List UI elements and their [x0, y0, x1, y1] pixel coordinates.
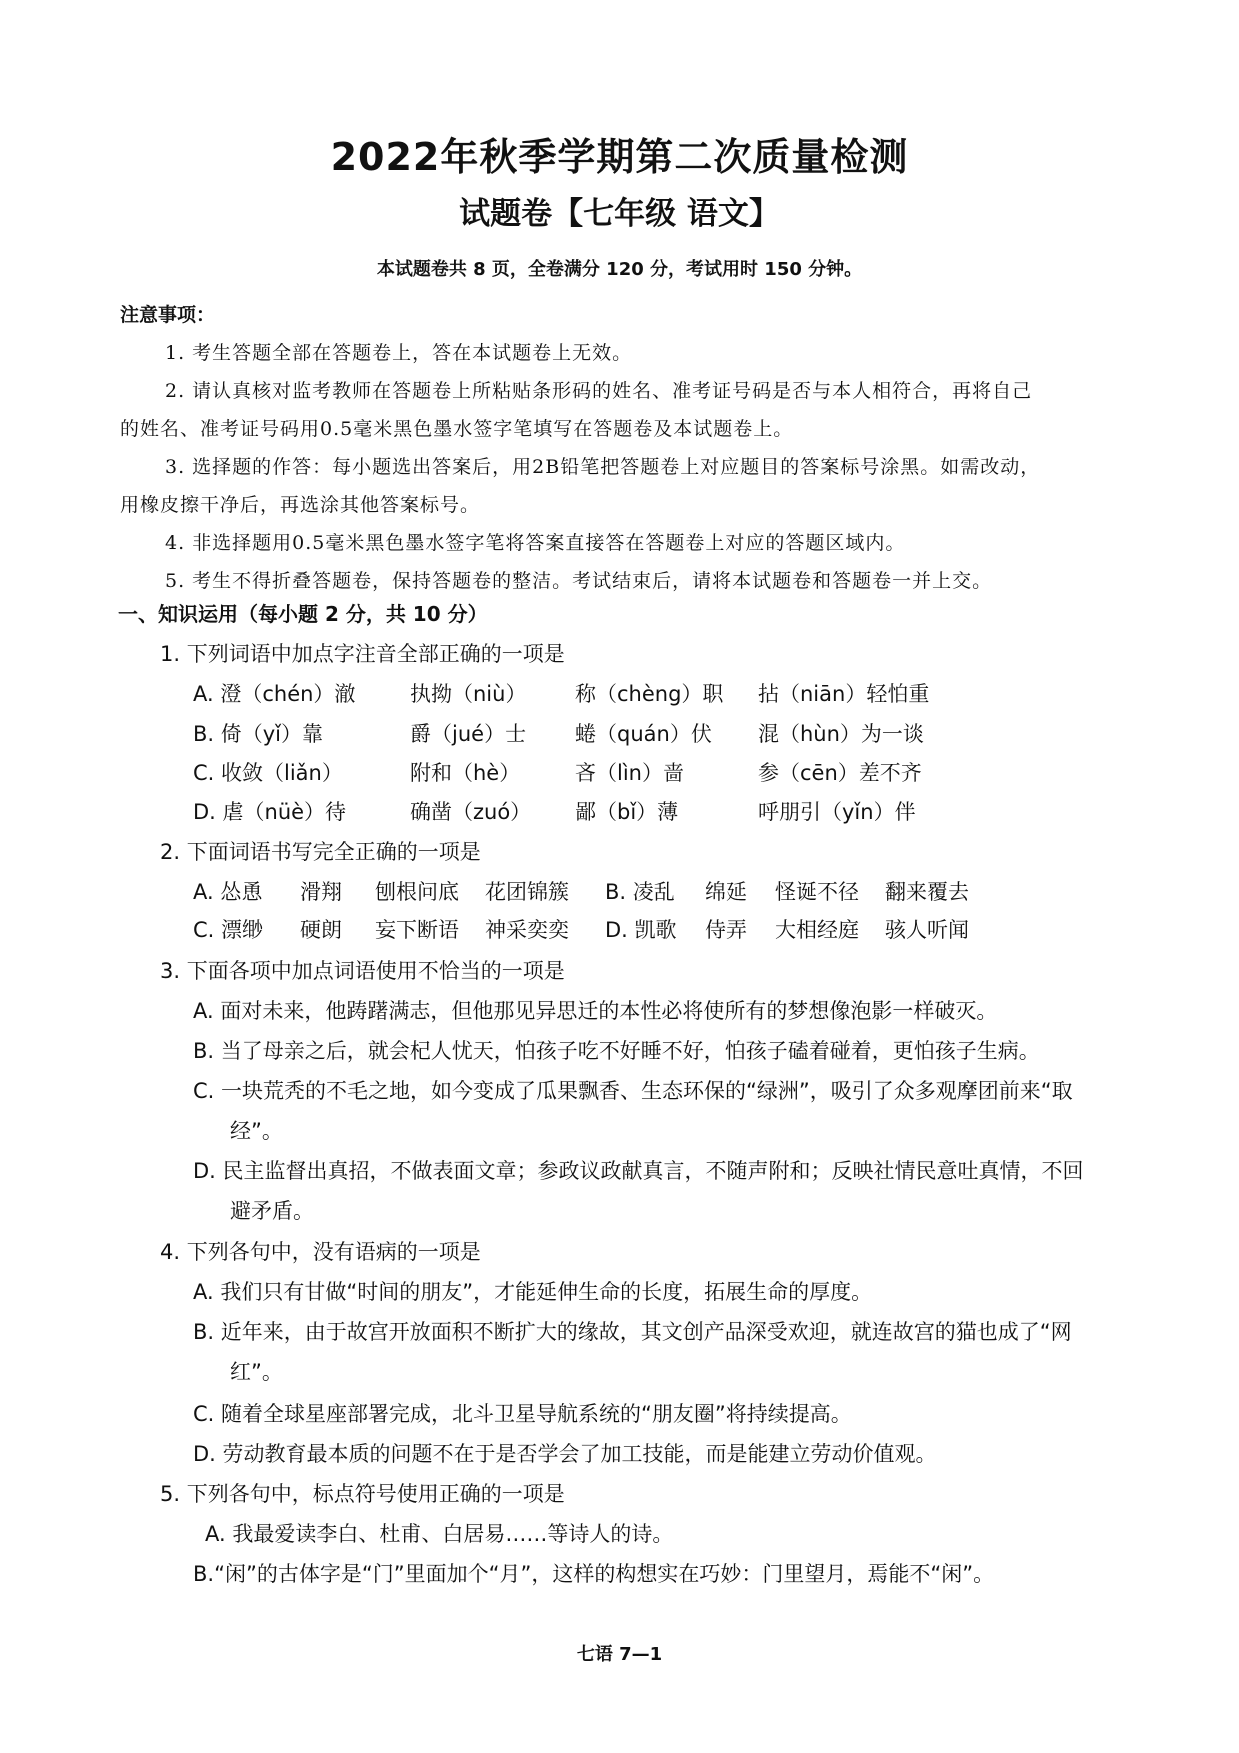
q5-option-line: A. 我最爱读李白、杜甫、白居易……等诗人的诗。 — [205, 1522, 674, 1546]
q2-option-cell: 刨根问底 — [375, 880, 459, 904]
exam-meta: 本试题卷共 8 页，全卷满分 120 分，考试用时 150 分钟。 — [376, 259, 863, 280]
q2-option-cell: 绵延 — [705, 880, 747, 904]
q4-option-line: A. 我们只有甘做“时间的朋友”，才能延伸生命的长度，拓展生命的厚度。 — [193, 1280, 873, 1304]
q2-option-cell: 翻来覆去 — [885, 880, 969, 904]
q3-option-line: B. 当了母亲之后，就会杞人忧天，怕孩子吃不好睡不好，怕孩子磕着碰着，更怕孩子生病。 — [193, 1039, 1040, 1063]
q1-option-cell: C. 收敛（liǎn） — [193, 761, 343, 785]
q2-option-cell: 花团锦簇 — [485, 880, 569, 904]
q2-option-cell: C. 漂缈 — [193, 918, 264, 942]
q1-option-cell: D. 虐（nüè）待 — [193, 800, 347, 824]
question-2-stem: 2. 下面词语书写完全正确的一项是 — [160, 840, 481, 864]
q1-option-cell: A. 澄（chén）澈 — [193, 682, 356, 706]
q2-option-cell: 怪诞不径 — [775, 880, 859, 904]
q1-option-cell: 确凿（zuó） — [410, 800, 532, 824]
q1-option-cell: B. 倚（yǐ）靠 — [193, 722, 324, 746]
q2-option-cell: 侍弄 — [705, 918, 747, 942]
note-item: 3. 选择题的作答：每小题选出答案后，用2B铅笔把答题卷上对应题目的答案标号涂黑。如需改动， — [165, 456, 1041, 478]
section-heading: 一、知识运用（每小题 2 分，共 10 分） — [118, 602, 488, 626]
note-item: 2. 请认真核对监考教师在答题卷上所粘贴条形码的姓名、准考证号码是否与本人相符合，再将自己 — [165, 380, 1033, 402]
q3-option-line: 经”。 — [230, 1119, 283, 1143]
question-1-stem: 1. 下列词语中加点字注音全部正确的一项是 — [160, 642, 565, 666]
note-item: 5. 考生不得折叠答题卷，保持答题卷的整洁。考试结束后，请将本试题卷和答题卷一并上交。 — [165, 570, 993, 592]
q2-option-cell: A. 怂恿 — [193, 880, 263, 904]
notes-heading: 注意事项： — [120, 304, 216, 326]
note-item: 4. 非选择题用0.5毫米黑色墨水签字笔将答案直接答在答题卷上对应的答题区域内。 — [165, 532, 906, 554]
q1-option-cell: 吝（lìn）啬 — [575, 761, 684, 785]
note-item: 用橡皮擦干净后，再选涂其他答案标号。 — [120, 494, 481, 516]
q2-option-cell: B. 凌乱 — [605, 880, 675, 904]
q4-option-line: D. 劳动教育最本质的问题不在于是否学会了加工技能，而是能建立劳动价值观。 — [193, 1442, 937, 1466]
q3-option-line: 避矛盾。 — [230, 1199, 314, 1223]
q2-option-cell: 大相经庭 — [775, 918, 859, 942]
q2-option-cell: 妄下断语 — [375, 918, 459, 942]
page-footer: 七语 7—1 — [576, 1644, 663, 1665]
question-4-stem: 4. 下列各句中，没有语病的一项是 — [160, 1240, 481, 1264]
q2-option-cell: 神采奕奕 — [485, 918, 569, 942]
q1-option-cell: 蜷（quán）伏 — [575, 722, 712, 746]
q2-option-cell: 硬朗 — [300, 918, 342, 942]
q2-option-cell: 滑翔 — [300, 880, 342, 904]
q1-option-cell: 鄙（bǐ）薄 — [575, 800, 679, 824]
q5-option-line: B.“闲”的古体字是“门”里面加个“月”，这样的构想实在巧妙：门里望月，焉能不“闲”。 — [193, 1562, 995, 1586]
question-5-stem: 5. 下列各句中，标点符号使用正确的一项是 — [160, 1482, 565, 1506]
q1-option-cell: 执拗（niù） — [410, 682, 527, 706]
q1-option-cell: 称（chèng）职 — [575, 682, 724, 706]
q2-option-cell: 骇人听闻 — [885, 918, 969, 942]
q1-option-cell: 拈（niān）轻怕重 — [758, 682, 930, 706]
note-item: 的姓名、准考证号码用0.5毫米黑色墨水签字笔填写在答题卷及本试题卷上。 — [120, 418, 794, 440]
q1-option-cell: 呼朋引（yǐn）伴 — [758, 800, 916, 824]
q4-option-line: 红”。 — [230, 1360, 283, 1384]
q1-option-cell: 附和（hè） — [410, 761, 521, 785]
page-subtitle: 试题卷【七年级 语文】 — [459, 196, 780, 232]
q1-option-cell: 参（cēn）差不齐 — [758, 761, 922, 785]
q3-option-line: C. 一块荒秃的不毛之地，如今变成了瓜果飘香、生态环保的“绿洲”，吸引了众多观摩团前来“取 — [193, 1079, 1073, 1103]
q4-option-line: C. 随着全球星座部署完成，北斗卫星导航系统的“朋友圈”将持续提高。 — [193, 1402, 852, 1426]
q4-option-line: B. 近年来，由于故宫开放面积不断扩大的缘故，其文创产品深受欢迎，就连故宫的猫也成了“网 — [193, 1320, 1072, 1344]
q1-option-cell: 混（hùn）为一谈 — [758, 722, 924, 746]
page-title: 2022年秋季学期第二次质量检测 — [330, 135, 909, 179]
note-item: 1. 考生答题全部在答题卷上，答在本试题卷上无效。 — [165, 342, 633, 364]
q3-option-line: D. 民主监督出真招，不做表面文章；参政议政献真言，不随声附和；反映社情民意吐真情，不回 — [193, 1159, 1084, 1183]
q2-option-cell: D. 凯歌 — [605, 918, 677, 942]
q3-option-line: A. 面对未来，他踌躇满志，但他那见异思迁的本性必将使所有的梦想像泡影一样破灭。 — [193, 999, 998, 1023]
q1-option-cell: 爵（jué）士 — [410, 722, 527, 746]
question-3-stem: 3. 下面各项中加点词语使用不恰当的一项是 — [160, 959, 565, 983]
